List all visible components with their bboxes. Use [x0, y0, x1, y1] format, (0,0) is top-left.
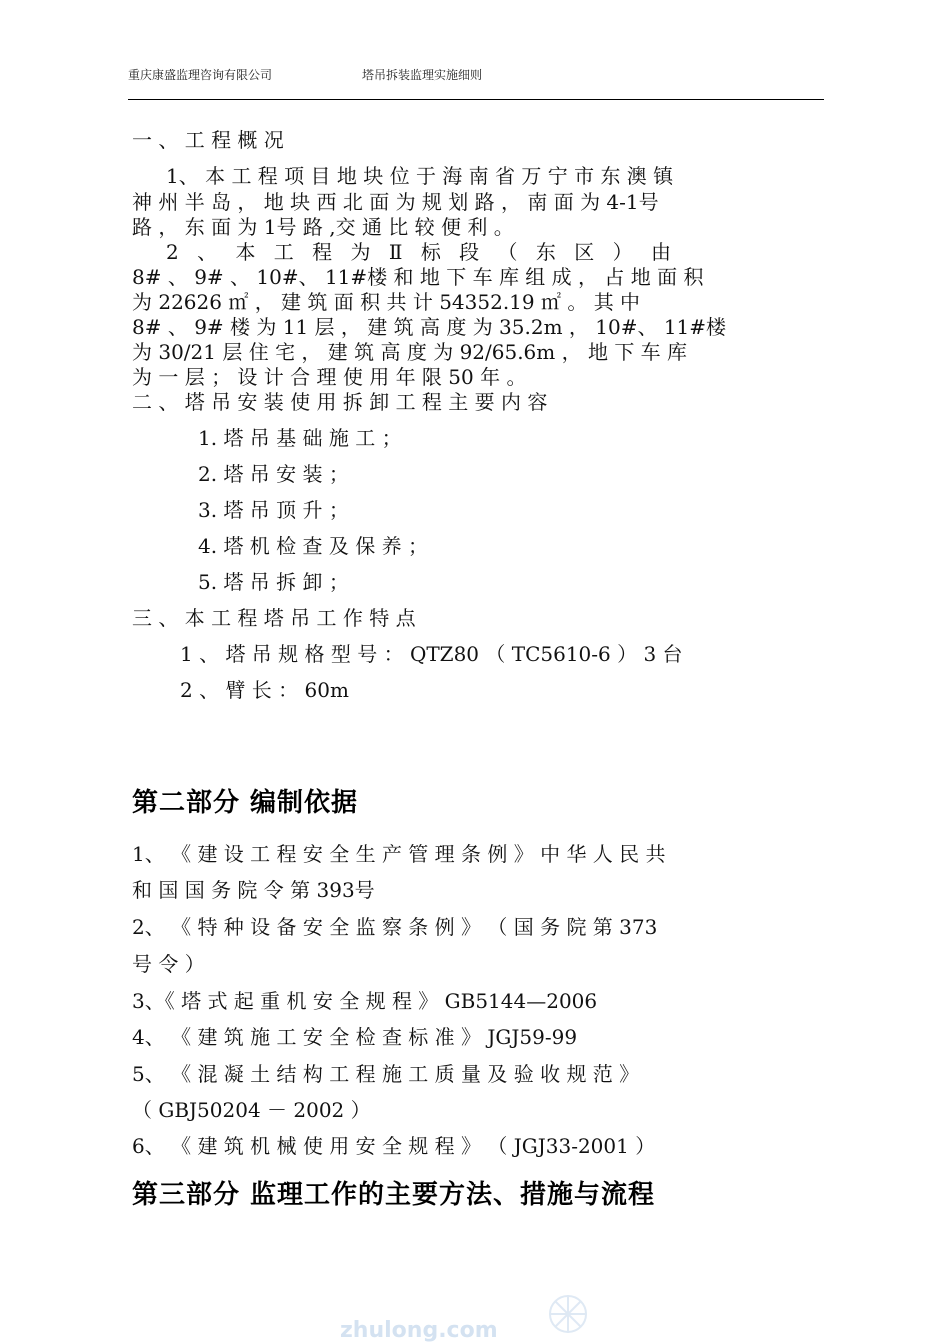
- part3-heading: 第三部分 监理工作的主要方法、措施与流程: [132, 1180, 656, 1210]
- section2-item-3: 3. 塔 吊 顶 升 ；: [198, 498, 349, 522]
- section1-p2-line5: 为 30/21 层 住 宅 ， 建 筑 高 度 为 92/65.6m ， 地 下 车 库: [132, 340, 688, 364]
- section2-item-4: 4. 塔 机 检 查 及 保 养 ；: [198, 534, 428, 558]
- part2-ref-1a: 1、 《 建 设 工 程 安 全 生 产 管 理 条 例 》 中 华 人 民 共: [132, 842, 666, 866]
- section2-heading: 二 、 塔 吊 安 装 使 用 拆 卸 工 程 主 要 内 容: [132, 390, 548, 414]
- part2-ref-2b: 号 令 ）: [132, 952, 205, 976]
- header-rule: [128, 99, 824, 100]
- part2-ref-3: 3、《 塔 式 起 重 机 安 全 规 程 》 GB5144—2006: [132, 989, 598, 1013]
- section1-p1-line2: 神 州 半 岛 ， 地 块 西 北 面 为 规 划 路 ， 南 面 为 4-1号: [132, 190, 659, 214]
- section1-p2-line4: 8# 、 9# 楼 为 11 层 ， 建 筑 高 度 为 35.2m ， 10#、 11#楼: [132, 315, 727, 339]
- section3-item-1: 1 、 塔 吊 规 格 型 号 ： QTZ80 （ TC5610-6 ） 3 台: [180, 642, 683, 666]
- section1-p1-line1: 1、 本 工 程 项 目 地 块 位 于 海 南 省 万 宁 市 东 澳 镇: [166, 164, 674, 188]
- part2-ref-1b: 和 国 国 务 院 令 第 393号: [132, 878, 375, 902]
- section3-heading: 三 、 本 工 程 塔 吊 工 作 特 点: [132, 606, 416, 630]
- section1-p2-line6: 为 一 层 ； 设 计 合 理 使 用 年 限 50 年 。: [132, 365, 527, 389]
- header-doc-title: 塔吊拆装监理实施细则: [362, 68, 483, 82]
- part2-ref-6: 6、 《 建 筑 机 械 使 用 安 全 规 程 》 （ JGJ33-2001 ）: [132, 1134, 656, 1158]
- section2-item-5: 5. 塔 吊 拆 卸 ；: [198, 570, 349, 594]
- section1-p2-line3: 为 22626 ㎡ ， 建 筑 面 积 共 计 54352.19 ㎡ 。 其 中: [132, 290, 641, 314]
- watermark-logo-icon: [544, 1290, 592, 1338]
- section1-p2-line1: 2 、 本 工 程 为 Ⅱ 标 段 （ 东 区 ） 由: [166, 240, 671, 264]
- part2-ref-5a: 5、 《 混 凝 土 结 构 工 程 施 工 质 量 及 验 收 规 范 》: [132, 1062, 640, 1086]
- section1-heading: 一 、 工 程 概 况: [132, 128, 284, 152]
- section2-item-2: 2. 塔 吊 安 装 ；: [198, 462, 349, 486]
- section2-item-1: 1. 塔 吊 基 础 施 工 ；: [198, 426, 402, 450]
- section1-p2-line2: 8# 、 9# 、 10#、 11#楼 和 地 下 车 库 组 成 ， 占 地 面 积: [132, 265, 704, 289]
- watermark-text: zhulong.com: [340, 1318, 498, 1343]
- section3-item-2: 2 、 臂 长 ： 60m: [180, 678, 349, 702]
- part2-ref-5b: （ GBJ50204 － 2002 ）: [132, 1098, 371, 1122]
- part2-ref-2a: 2、 《 特 种 设 备 安 全 监 察 条 例 》 （ 国 务 院 第 373: [132, 915, 658, 939]
- header-company: 重庆康盛监理咨询有限公司: [128, 68, 273, 82]
- section1-p1-line3: 路 ， 东 面 为 1号 路 ,交 通 比 较 便 利 。: [132, 215, 514, 239]
- part2-heading: 第二部分 编制依据: [132, 788, 359, 818]
- part2-ref-4: 4、 《 建 筑 施 工 安 全 检 查 标 准 》 JGJ59-99: [132, 1025, 578, 1049]
